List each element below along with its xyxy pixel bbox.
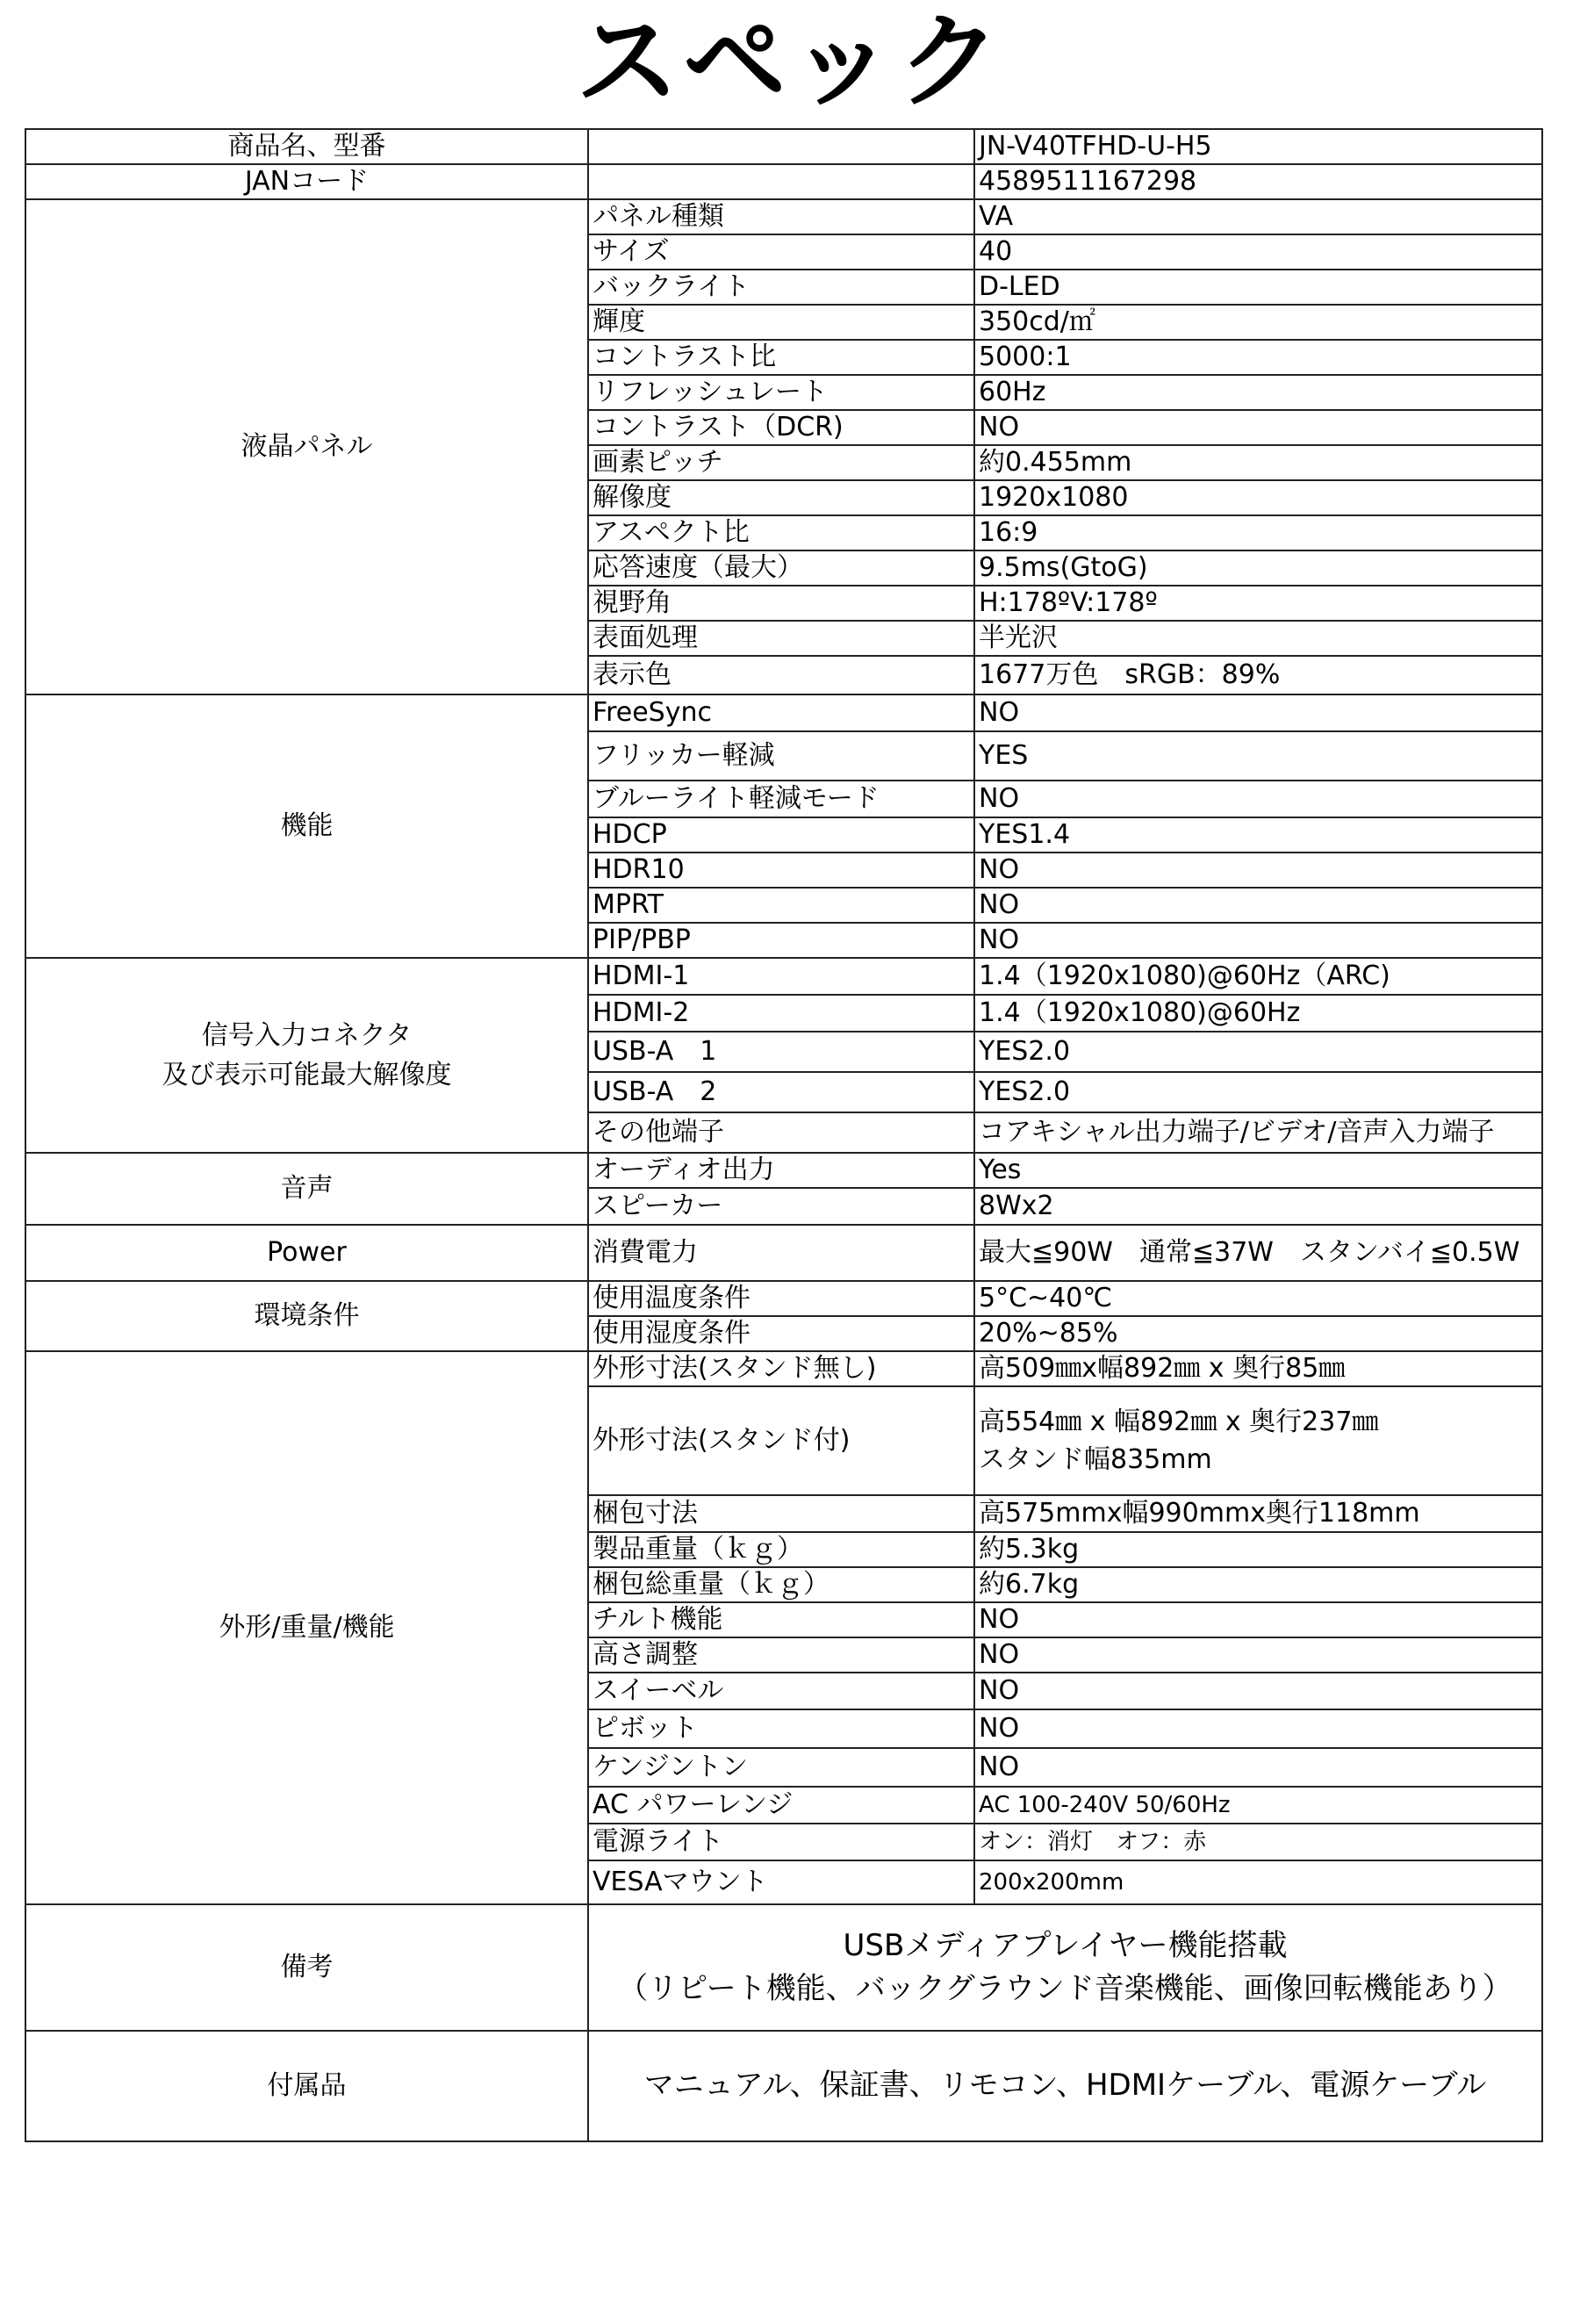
value-cell: 4589511167298 xyxy=(974,164,1542,199)
value-cell: オン：消灯 オフ：赤 xyxy=(974,1824,1542,1860)
item-cell: その他端子 xyxy=(588,1112,974,1153)
item-cell xyxy=(588,164,974,199)
category-cell: 音声 xyxy=(25,1153,588,1225)
value-cell: 5000:1 xyxy=(974,340,1542,375)
value-cell: NO xyxy=(974,410,1542,445)
value-cell: YES1.4 xyxy=(974,817,1542,853)
item-cell: 視野角 xyxy=(588,586,974,621)
item-cell: 電源ライト xyxy=(588,1824,974,1860)
category-line: 信号入力コネクタ xyxy=(201,1019,413,1051)
value-cell: 約6.7kg xyxy=(974,1567,1542,1602)
category-cell: Power xyxy=(25,1225,588,1281)
item-cell: AC パワーレンジ xyxy=(588,1787,974,1824)
item-cell: アスペクト比 xyxy=(588,515,974,550)
value-cell: 1.4（1920x1080)@60Hz xyxy=(974,995,1542,1032)
table-row xyxy=(25,129,1542,164)
item-cell: スピーカー xyxy=(588,1188,974,1225)
item-cell: HDMI-1 xyxy=(588,958,974,995)
value-cell: NO xyxy=(974,853,1542,888)
item-cell: コントラスト比 xyxy=(588,340,974,375)
value-cell: 20%~85% xyxy=(974,1316,1542,1351)
item-cell: 高さ調整 xyxy=(588,1637,974,1673)
item-cell: 表示色 xyxy=(588,656,974,694)
value-cell: YES2.0 xyxy=(974,1032,1542,1072)
item-cell: 外形寸法(スタンド無し) xyxy=(588,1351,974,1386)
item-cell: フリッカー軽減 xyxy=(588,731,974,781)
value-cell: AC 100-240V 50/60Hz xyxy=(974,1787,1542,1824)
category-cell: 環境条件 xyxy=(25,1281,588,1351)
value-cell: 半光沢 xyxy=(974,621,1542,656)
item-cell: サイズ xyxy=(588,234,974,270)
category-cell: 備考 xyxy=(25,1904,588,2031)
value-cell: 60Hz xyxy=(974,375,1542,410)
table-row xyxy=(25,1281,1542,1316)
category-cell: 液晶パネル xyxy=(25,199,588,694)
table-row xyxy=(25,1153,1542,1188)
item-cell: バックライト xyxy=(588,270,974,305)
item-cell: HDR10 xyxy=(588,853,974,888)
value-cell: 5°C~40℃ xyxy=(974,1281,1542,1316)
value-line: 高554㎜ x 幅892㎜ x 奥行237㎜ xyxy=(979,1406,1379,1437)
value-cell: NO xyxy=(974,694,1542,731)
item-cell: 画素ピッチ xyxy=(588,445,974,480)
item-cell: USB-A 2 xyxy=(588,1072,974,1112)
value-cell: 8Wx2 xyxy=(974,1188,1542,1225)
value-cell: NO xyxy=(974,1602,1542,1637)
table-row xyxy=(25,694,1542,731)
item-cell: HDCP xyxy=(588,817,974,853)
item-cell: ケンジントン xyxy=(588,1748,974,1787)
item-cell: MPRT xyxy=(588,888,974,923)
item-cell: 消費電力 xyxy=(588,1225,974,1281)
item-cell: 応答速度（最大） xyxy=(588,550,974,586)
value-cell: 9.5ms(GtoG) xyxy=(974,550,1542,586)
value-cell: NO xyxy=(974,1709,1542,1748)
item-cell: スイーベル xyxy=(588,1673,974,1709)
value-cell: 350cd/㎡ xyxy=(974,305,1542,340)
item-cell: PIP/PBP xyxy=(588,923,974,958)
table-row xyxy=(25,199,1542,234)
value-line: スタンド幅835mm xyxy=(979,1444,1212,1475)
item-cell: オーディオ出力 xyxy=(588,1153,974,1188)
value-cell: YES xyxy=(974,731,1542,781)
value-cell: YES2.0 xyxy=(974,1072,1542,1112)
value-cell: 最大≦90W 通常≦37W スタンバイ≦0.5W xyxy=(974,1225,1542,1281)
page-title: スペック xyxy=(575,1,1004,122)
value-cell: 40 xyxy=(974,234,1542,270)
item-cell: 製品重量（ｋｇ） xyxy=(588,1532,974,1567)
category-cell: 機能 xyxy=(25,694,588,958)
value-cell: NO xyxy=(974,1637,1542,1673)
value-cell: 16:9 xyxy=(974,515,1542,550)
value-cell xyxy=(974,1386,1542,1495)
item-cell: リフレッシュレート xyxy=(588,375,974,410)
item-cell: 梱包寸法 xyxy=(588,1495,974,1532)
table-row xyxy=(25,1225,1542,1281)
category-cell: 付属品 xyxy=(25,2031,588,2141)
category-cell: JANコード xyxy=(25,164,588,199)
item-cell: 表面処理 xyxy=(588,621,974,656)
item-cell xyxy=(588,129,974,164)
value-cell: NO xyxy=(974,781,1542,817)
category-cell xyxy=(25,958,588,1153)
item-cell: FreeSync xyxy=(588,694,974,731)
item-cell: USB-A 1 xyxy=(588,1032,974,1072)
item-cell: 梱包総重量（ｋｇ） xyxy=(588,1567,974,1602)
value-cell: NO xyxy=(974,888,1542,923)
table-row xyxy=(25,164,1542,199)
item-cell: コントラスト（DCR) xyxy=(588,410,974,445)
value-cell: 1.4（1920x1080)@60Hz（ARC) xyxy=(974,958,1542,995)
item-cell: 使用湿度条件 xyxy=(588,1316,974,1351)
value-cell: 約0.455mm xyxy=(974,445,1542,480)
category-line: 及び表示可能最大解像度 xyxy=(162,1060,452,1090)
value-cell: 高575mmx幅990mmx奥行118mm xyxy=(974,1495,1542,1532)
table-row xyxy=(25,1904,1542,2031)
item-cell: HDMI-2 xyxy=(588,995,974,1032)
value-cell: 200x200mm xyxy=(974,1860,1542,1904)
value-cell: NO xyxy=(974,1673,1542,1709)
item-cell: 使用温度条件 xyxy=(588,1281,974,1316)
value-cell: H:178ºV:178º xyxy=(974,586,1542,621)
table-row xyxy=(25,958,1542,995)
value-cell: VA xyxy=(974,199,1542,234)
item-cell: 輝度 xyxy=(588,305,974,340)
item-cell: 外形寸法(スタンド付) xyxy=(588,1386,974,1495)
value-cell: 高509㎜x幅892㎜ x 奥行85㎜ xyxy=(974,1351,1542,1386)
spec-table xyxy=(25,128,1543,2142)
value-cell: 約5.3kg xyxy=(974,1532,1542,1567)
value-cell: コアキシャル出力端子/ビデオ/音声入力端子 xyxy=(974,1112,1542,1153)
value-cell: JN-V40TFHD-U-H5 xyxy=(974,129,1542,164)
item-cell: ピボット xyxy=(588,1709,974,1748)
category-cell: 外形/重量/機能 xyxy=(25,1351,588,1904)
item-cell: パネル種類 xyxy=(588,199,974,234)
value-cell: NO xyxy=(974,923,1542,958)
item-cell: 解像度 xyxy=(588,480,974,515)
value-cell: D-LED xyxy=(974,270,1542,305)
table-row xyxy=(25,1351,1542,1386)
value-cell: 1920x1080 xyxy=(974,480,1542,515)
remarks-cell xyxy=(588,1904,1542,2031)
remarks-line: （リピート機能、バックグラウンド音楽機能、画像回転機能あり） xyxy=(618,1971,1512,2006)
item-cell: ブルーライト軽減モード xyxy=(588,781,974,817)
value-cell: Yes xyxy=(974,1153,1542,1188)
category-cell: 商品名、型番 xyxy=(25,129,588,164)
value-cell: NO xyxy=(974,1748,1542,1787)
item-cell: チルト機能 xyxy=(588,1602,974,1637)
item-cell: VESAマウント xyxy=(588,1860,974,1904)
accessories-cell: マニュアル、保証書、リモコン、HDMIケーブル、電源ケーブル xyxy=(588,2031,1542,2141)
remarks-line: USBメディアプレイヤー機能搭載 xyxy=(843,1927,1288,1963)
table-row xyxy=(25,2031,1542,2141)
value-cell: 1677万色 sRGB：89% xyxy=(974,656,1542,694)
